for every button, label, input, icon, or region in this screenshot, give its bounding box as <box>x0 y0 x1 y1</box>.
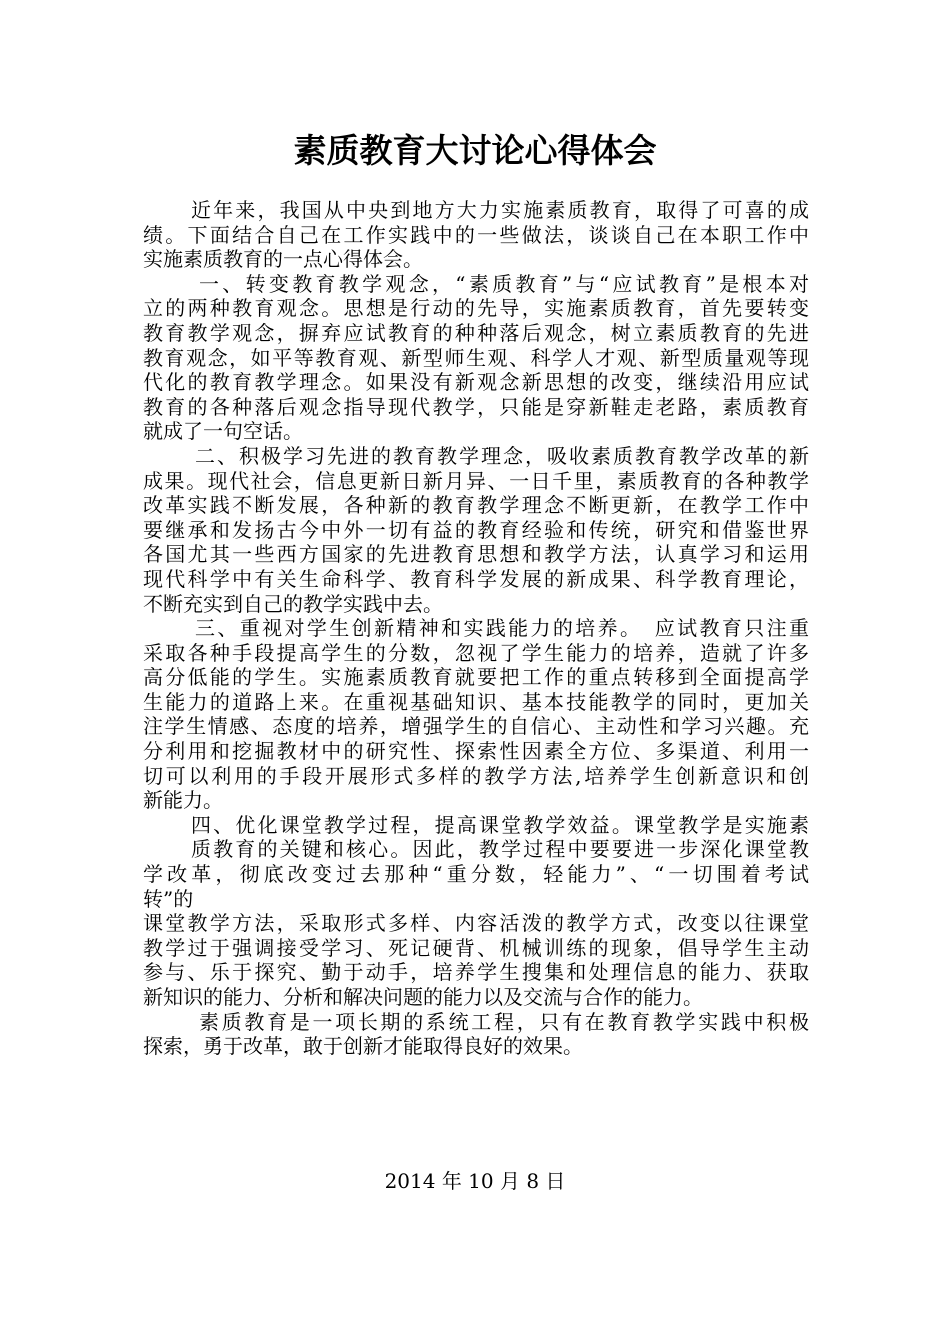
text-line: 三、重视对学生创新精神和实践能力的培养。 应试教育只注重 <box>195 616 809 641</box>
text-line: 要继承和发扬古今中外一切有益的教育经验和传统，研究和借鉴世界 <box>143 517 809 542</box>
text-line: 教育教学观念，摒弃应试教育的种种落后观念，树立素质教育的先进 <box>143 320 809 345</box>
text-line: 教学过于强调接受学习、死记硬背、机械训练的现象，倡导学生主动 <box>143 935 809 960</box>
text-line: 一、转变教育教学观念，“素质教育”与“应试教育”是根本对 <box>199 271 809 296</box>
text-line: 学改革，彻底改变过去那种“重分数，轻能力”、“一切围着考试 <box>143 862 809 887</box>
text-line: 生能力的道路上来。在重视基础知识、基本技能教学的同时，更加关 <box>143 689 809 714</box>
text-line: 新知识的能力、分析和解决问题的能力以及交流与合作的能力。 <box>143 985 703 1009</box>
text-line: 实施素质教育的一点心得体会。 <box>143 247 423 272</box>
text-line: 质教育的关键和核心。因此，教学过程中要要进一步深化课堂教 <box>191 837 809 862</box>
text-line: 转”的 <box>143 886 194 911</box>
text-line: 课堂教学方法，采取形式多样、内容活泼的教学方式，改变以往课堂 <box>143 911 809 936</box>
text-line: 立的两种教育观念。思想是行动的先导，实施素质教育，首先要转变 <box>143 296 809 321</box>
text-line: 教育的各种落后观念指导现代教学，只能是穿新鞋走老路，素质教育 <box>143 394 809 419</box>
document-body <box>143 198 809 1059</box>
text-line: 成果。现代社会，信息更新日新月异、一日千里，素质教育的各种教学 <box>143 468 809 493</box>
text-line: 参与、乐于探究、勤于动手，培养学生搜集和处理信息的能力、获取 <box>143 960 809 985</box>
text-line: 四、优化课堂教学过程，提高课堂教学效益。课堂教学是实施素 <box>191 812 809 837</box>
text-line: 代化的教育教学理念。如果没有新观念新思想的改变，继续沿用应试 <box>143 370 809 395</box>
document-date: 2014 年 10 月 8 日 <box>384 1169 566 1193</box>
text-line: 新能力。 <box>143 788 223 813</box>
text-line: 就成了一句空话。 <box>143 419 303 444</box>
text-line: 高分低能的学生。实施素质教育就要把工作的重点转移到全面提高学 <box>143 665 809 690</box>
text-line: 不断充实到自己的教学实践中去。 <box>143 591 443 616</box>
text-line: 采取各种手段提高学生的分数，忽视了学生能力的培养，造就了许多 <box>143 640 809 665</box>
text-line: 二、积极学习先进的教育教学理念，吸收素质教育教学改革的新 <box>195 443 809 468</box>
text-line: 教育观念，如平等教育观、新型师生观、科学人才观、新型质量观等现 <box>143 345 809 370</box>
text-line: 分利用和挖掘教材中的研究性、探索性因素全方位、多渠道、利用一 <box>143 739 809 764</box>
text-line: 绩。下面结合自己在工作实践中的一些做法，谈谈自己在本职工作中 <box>143 222 809 247</box>
document-title: 素质教育大讨论心得体会 <box>293 131 657 170</box>
text-line: 现代科学中有关生命科学、教育科学发展的新成果、科学教育理论， <box>143 566 809 591</box>
text-line: 探索，勇于改革，敢于创新才能取得良好的效果。 <box>143 1034 583 1059</box>
text-line: 各国尤其一些西方国家的先进教育思想和教学方法，认真学习和运用 <box>143 542 809 567</box>
text-line: 素质教育是一项长期的系统工程，只有在教育教学实践中积极 <box>199 1009 809 1034</box>
text-line: 近年来，我国从中央到地方大力实施素质教育，取得了可喜的成 <box>191 198 809 222</box>
text-line: 切可以利用的手段开展形式多样的教学方法,培养学生创新意识和创 <box>143 763 809 788</box>
text-line: 注学生情感、态度的培养，增强学生的自信心、主动性和学习兴趣。充 <box>143 714 809 739</box>
text-line: 改革实践不断发展，各种新的教育教学理念不断更新，在教学工作中 <box>143 493 809 518</box>
